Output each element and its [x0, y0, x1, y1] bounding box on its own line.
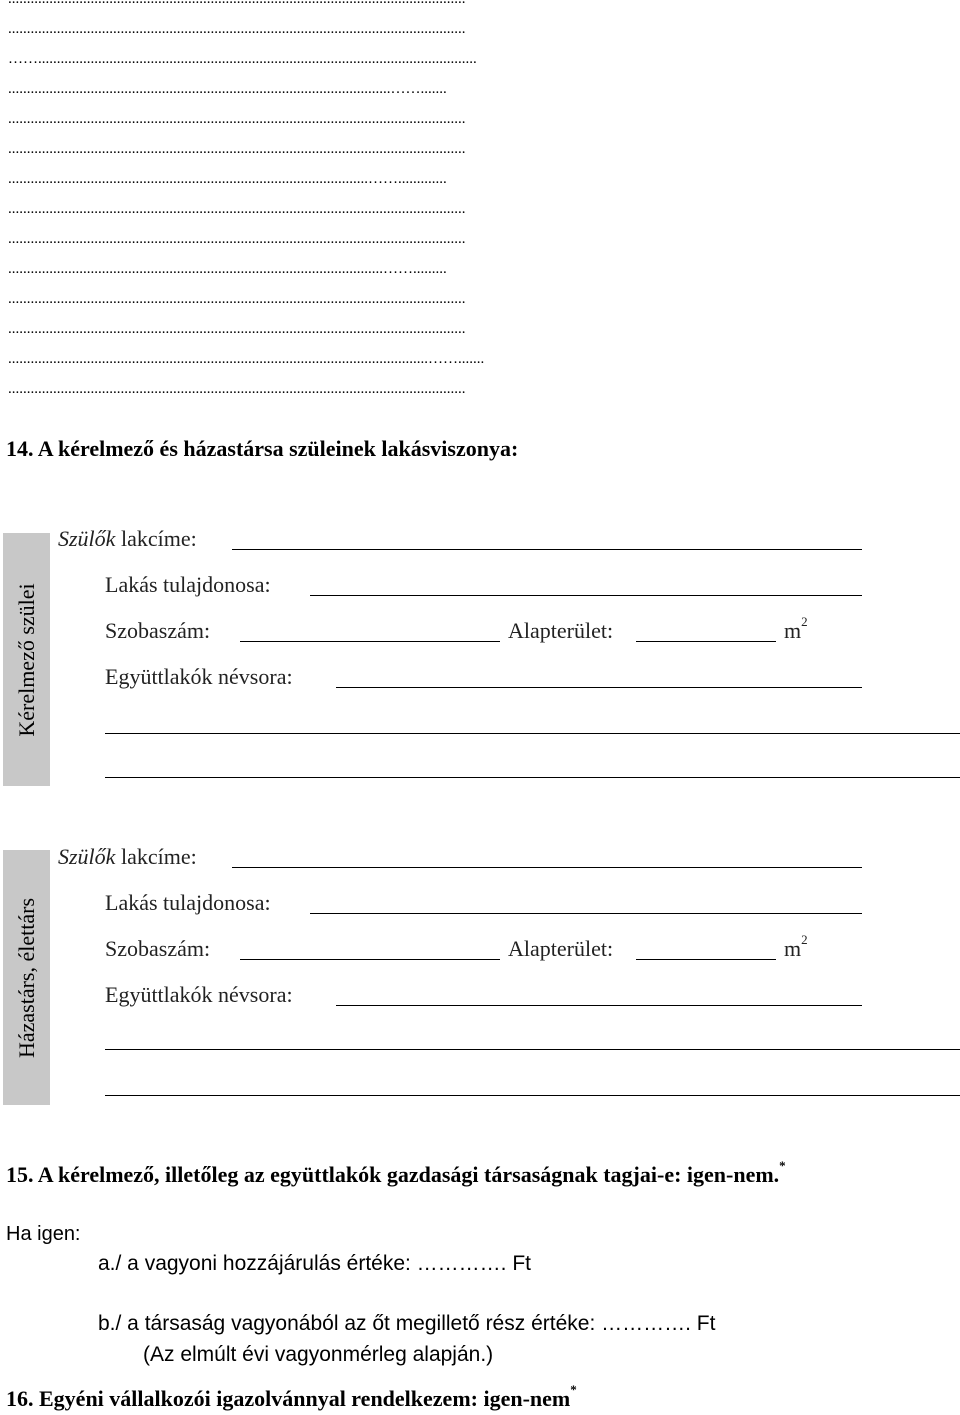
dotted-line: ……..................................................................................................................... — [8, 51, 477, 67]
area-unit: $m^2$ — [784, 932, 808, 961]
section-16-heading: 16. Egyéni vállalkozói igazolvánnyal rendelkezem: igen-nem* — [6, 1382, 577, 1411]
dotted-line: ......................................................................................................……....... — [8, 81, 447, 97]
owner-label: Lakás tulajdonosa: — [105, 572, 271, 597]
contribution-value-line: a./ a vagyoni hozzájárulás értéke: …………. Ft — [98, 1252, 532, 1275]
owner-field[interactable] — [310, 595, 862, 596]
rooms-field[interactable] — [240, 641, 500, 642]
dotted-line: .......................................................................................................................... — [8, 141, 466, 157]
cohabitants-field-line-2[interactable] — [105, 1049, 960, 1050]
footnote-mark: * — [779, 1158, 786, 1173]
cohabitants-field-line-3[interactable] — [105, 1095, 960, 1096]
if-yes-label: Ha igen: — [6, 1223, 81, 1245]
footnote-mark: * — [570, 1382, 577, 1397]
dotted-line: .......................................................................................................................... — [8, 321, 466, 337]
dotted-line: .......................................................................................................................... — [8, 111, 466, 127]
address-word: lakcíme: — [115, 844, 197, 869]
area-unit: $m^2$ — [784, 614, 808, 643]
section-15-heading: 15. A kérelmező, illetőleg az együttlakók gazdasági társaságnak tagjai-e: igen-nem.* — [6, 1158, 786, 1187]
sidebar-spouse-parents — [3, 850, 50, 1105]
balance-sheet-note: (Az elmúlt évi vagyonmérleg alapján.) — [143, 1343, 494, 1366]
rooms-label: Szobaszám: — [105, 936, 211, 961]
area-label: Alapterület: — [508, 936, 614, 961]
parents-word: Szülők — [58, 844, 116, 869]
owner-field[interactable] — [310, 913, 862, 914]
dotted-line: .......................................................................................................................... — [8, 201, 466, 217]
dotted-line: ................................................................................................................……....... — [8, 351, 485, 367]
parents-address-label — [58, 844, 197, 870]
parents-address-label — [58, 526, 197, 552]
sidebar-applicant-parents — [3, 533, 50, 786]
cohabitants-field[interactable] — [336, 687, 862, 688]
owner-label: Lakás tulajdonosa: — [105, 890, 271, 915]
parents-address-field[interactable] — [232, 549, 862, 550]
dotted-line: .......................................................................................................................... — [8, 231, 466, 247]
parents-word: Szülők — [58, 526, 116, 551]
area-label: Alapterület: — [508, 618, 614, 643]
dotted-line: .......................................................................................................................... — [8, 381, 466, 397]
cohabitants-field-line-3[interactable] — [105, 777, 960, 778]
rooms-label: Szobaszám: — [105, 618, 211, 643]
cohabitants-field-line-2[interactable] — [105, 733, 960, 734]
dotted-line: ....................................................................................................……......... — [8, 261, 447, 277]
dotted-line — [8, 0, 466, 7]
rooms-field[interactable] — [240, 959, 500, 960]
cohabitants-label: Együttlakók névsora: — [105, 664, 293, 689]
section-14-heading: 14. A kérelmező és házastársa szüleinek lakásviszonya: — [6, 436, 519, 461]
cohabitants-field[interactable] — [336, 1005, 862, 1006]
cohabitants-label: Együttlakók névsora: — [105, 982, 293, 1007]
area-field[interactable] — [636, 641, 776, 642]
share-value-line: b./ a társaság vagyonából az őt megillető rész értéke: …………. Ft — [98, 1312, 716, 1335]
sidebar-label: Kérelmező szülei — [13, 582, 39, 737]
sidebar-label: Házastárs, élettárs — [13, 897, 39, 1058]
dotted-line: .......................................................................................................................... — [8, 291, 466, 307]
address-word: lakcíme: — [115, 526, 197, 551]
area-field[interactable] — [636, 959, 776, 960]
parents-address-field[interactable] — [232, 867, 862, 868]
dotted-line: .......................................................................................................................... — [8, 21, 466, 37]
dotted-line: ................................................................................................……............. — [8, 171, 447, 187]
